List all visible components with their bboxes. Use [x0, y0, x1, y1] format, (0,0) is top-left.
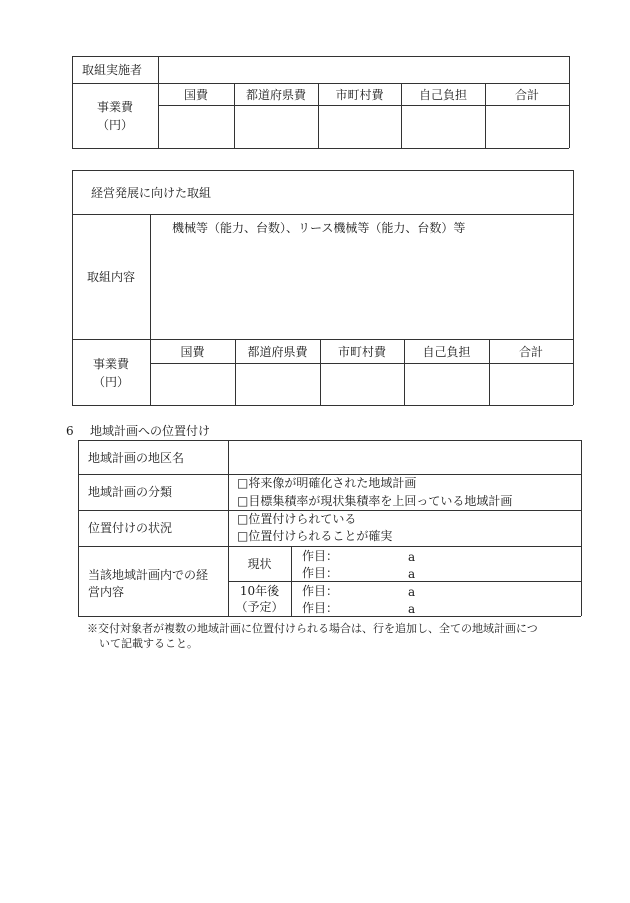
- cost2-self-field[interactable]: [405, 364, 488, 404]
- management-label-line1: 当該地域計画内での経: [88, 568, 209, 582]
- status-option-2[interactable]: □位置付けられることが確実: [237, 529, 393, 543]
- header2-self: 自己負担: [422, 344, 471, 359]
- header-self: 自己負担: [418, 87, 467, 102]
- table2-title: 経営発展に向けた取組: [91, 186, 212, 200]
- cost2-prefecture-field[interactable]: [236, 364, 319, 404]
- current-crop-1-label: 作目：: [302, 549, 339, 563]
- header2-national: 国費: [180, 344, 205, 359]
- footnote-line2: いて記載すること。: [99, 637, 198, 650]
- current-crop-2-label: 作目：: [302, 566, 339, 580]
- content-label: 取組内容: [86, 270, 135, 284]
- cost-label-2: [72, 340, 150, 405]
- yen-label-text: （円）: [96, 118, 133, 132]
- content-text: 機械等（能力、台数）、リース機械等（能力、台数）等: [172, 221, 466, 235]
- status-option-1[interactable]: □位置付けられている: [237, 512, 357, 526]
- section-number: 6: [66, 424, 74, 438]
- cost-self-field[interactable]: [402, 106, 484, 147]
- cost-label-2-text: 事業費: [92, 356, 129, 371]
- cost2-total-field[interactable]: [490, 364, 572, 404]
- current-label: 現状: [247, 557, 272, 571]
- future-crop-2-unit: a: [408, 602, 416, 616]
- cost-national-field[interactable]: [159, 106, 233, 147]
- section-heading: 地域計画への位置付け: [90, 424, 211, 438]
- future-crop-2-label: 作目：: [302, 601, 339, 615]
- content-field[interactable]: [151, 240, 572, 338]
- header2-prefecture: 都道府県費: [247, 344, 308, 359]
- cost-label-text: 事業費: [96, 100, 133, 114]
- header-total: 合計: [514, 87, 539, 102]
- future-label-line2: （予定）: [235, 600, 284, 614]
- header2-municipal: 市町村費: [337, 344, 386, 359]
- current-crop-2-unit: a: [408, 567, 416, 581]
- future-label-line1: 10年後: [239, 583, 280, 598]
- footnote-line1: ※交付対象者が複数の地域計画に位置付けられる場合は、行を追加し、全ての地域計画につ: [87, 622, 538, 635]
- future-crop-1-label: 作目：: [302, 584, 339, 598]
- yen-label-2-text: （円）: [92, 374, 129, 389]
- cost-prefecture-field[interactable]: [235, 106, 317, 147]
- cost2-national-field[interactable]: [151, 364, 234, 404]
- classification-option-1[interactable]: □将来像が明確化された地域計画: [237, 476, 417, 490]
- cost-label: [72, 84, 158, 148]
- cost-total-field[interactable]: [486, 106, 568, 147]
- district-field[interactable]: [229, 441, 580, 473]
- future-crop-1-unit: a: [408, 585, 416, 599]
- cost-municipal-field[interactable]: [319, 106, 400, 147]
- management-label-line2: 営内容: [88, 585, 125, 599]
- header-prefecture: 都道府県費: [245, 87, 306, 102]
- district-label: 地域計画の地区名: [88, 451, 185, 465]
- cost2-municipal-field[interactable]: [321, 364, 403, 404]
- implementer-label: 取組実施者: [82, 63, 143, 77]
- header-municipal: 市町村費: [335, 87, 384, 102]
- classification-label: 地域計画の分類: [88, 485, 173, 499]
- implementer-field[interactable]: [159, 57, 568, 82]
- header-national: 国費: [183, 87, 208, 102]
- future-label: [228, 582, 291, 616]
- status-label: 位置付けの状況: [88, 521, 173, 535]
- current-crop-1-unit: a: [408, 550, 416, 564]
- header2-total: 合計: [518, 344, 543, 359]
- classification-option-2[interactable]: □目標集積率が現状集積率を上回っている地域計画: [237, 494, 513, 508]
